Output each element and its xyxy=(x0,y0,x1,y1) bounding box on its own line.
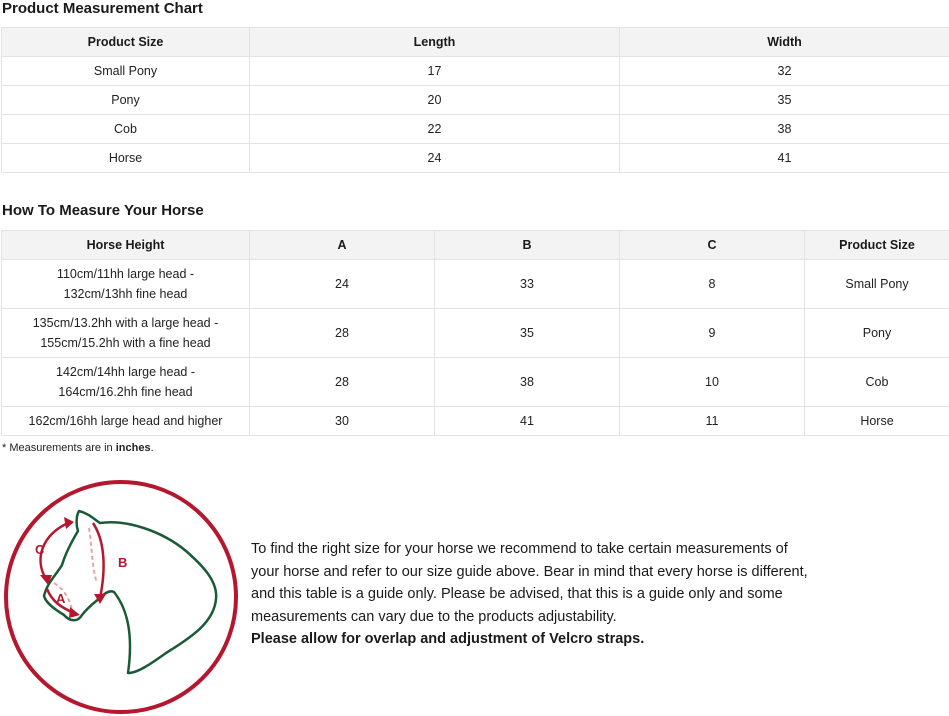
product-chart-title: Product Measurement Chart xyxy=(2,0,203,17)
cell-length: 24 xyxy=(250,144,620,173)
sizing-guide-text xyxy=(251,538,851,651)
table-row xyxy=(2,57,949,86)
measure-c-arrowhead-top-icon xyxy=(64,517,74,529)
cell-b: 41 xyxy=(435,407,620,436)
header-b: B xyxy=(435,231,620,260)
cell-c: 11 xyxy=(620,407,805,436)
cell-a: 30 xyxy=(250,407,435,436)
cell-product-size: Pony xyxy=(805,309,949,358)
cell-b: 35 xyxy=(435,309,620,358)
cell-product-size: Cob xyxy=(805,358,949,407)
measure-a-arrowhead-icon xyxy=(69,607,80,618)
cell-width: 32 xyxy=(620,57,949,86)
measurement-unit-note xyxy=(2,442,154,454)
measure-c-arrow xyxy=(41,523,68,579)
cell-horse-height xyxy=(2,309,250,358)
guide-line-3: and this table is a guide only. Please be advised, that this is a guide only and some xyxy=(251,586,783,603)
horse-head-diagram xyxy=(2,479,242,716)
cell-b: 33 xyxy=(435,260,620,309)
measure-chart-title: How To Measure Your Horse xyxy=(2,202,204,219)
guide-line-2: your horse and refer to our size guide above. Bear in mind that every horse is different, xyxy=(251,563,808,580)
note-prefix: * Measurements are in xyxy=(2,442,116,454)
table-row xyxy=(2,407,949,436)
cell-a: 28 xyxy=(250,358,435,407)
cell-a: 28 xyxy=(250,309,435,358)
height-line-2: 164cm/16.2hh fine head xyxy=(58,385,193,399)
cell-size: Cob xyxy=(2,115,250,144)
cell-b: 38 xyxy=(435,358,620,407)
guide-line-4: measurements can vary due to the products adjustability. xyxy=(251,608,617,625)
label-a: A xyxy=(56,591,66,606)
cell-product-size: Small Pony xyxy=(805,260,949,309)
velcro-warning: Please allow for overlap and adjustment of Velcro straps. xyxy=(251,631,645,648)
horse-head-outline xyxy=(44,511,216,673)
cell-c: 8 xyxy=(620,260,805,309)
guide-line-1: To find the right size for your horse we recommend to take certain measurements of xyxy=(251,541,788,557)
table-header-row xyxy=(2,231,949,260)
cell-size: Small Pony xyxy=(2,57,250,86)
height-line-1: 142cm/14hh large head - xyxy=(56,365,195,379)
product-measurement-table xyxy=(1,27,949,173)
label-c: C xyxy=(35,542,45,557)
table-row xyxy=(2,260,949,309)
measure-b-arrow xyxy=(93,523,104,598)
height-line-1: 110cm/11hh large head - xyxy=(56,267,195,281)
cell-horse-height xyxy=(2,260,250,309)
table-header-row xyxy=(2,28,949,57)
header-c: C xyxy=(620,231,805,260)
cell-c: 9 xyxy=(620,309,805,358)
cell-width: 35 xyxy=(620,86,949,115)
height-line-2: 155cm/15.2hh with a fine head xyxy=(40,336,211,350)
cell-length: 17 xyxy=(250,57,620,86)
cell-width: 38 xyxy=(620,115,949,144)
height-line-1: 135cm/13.2hh with a large head - xyxy=(32,316,219,330)
note-unit: inches xyxy=(115,442,151,454)
table-row xyxy=(2,115,949,144)
cell-length: 20 xyxy=(250,86,620,115)
cell-length: 22 xyxy=(250,115,620,144)
note-suffix: . xyxy=(150,442,154,454)
label-b: B xyxy=(118,555,128,570)
cell-product-size: Horse xyxy=(805,407,949,436)
horse-measure-table xyxy=(1,230,949,436)
header-a: A xyxy=(250,231,435,260)
cell-c: 10 xyxy=(620,358,805,407)
header-length: Length xyxy=(250,28,620,57)
diagram-ring xyxy=(6,482,236,712)
cell-size: Horse xyxy=(2,144,250,173)
cell-horse-height: 162cm/16hh large head and higher xyxy=(2,407,250,436)
cell-width: 41 xyxy=(620,144,949,173)
height-line-2: 132cm/13hh fine head xyxy=(63,287,188,301)
cell-horse-height xyxy=(2,358,250,407)
header-product-size: Product Size xyxy=(2,28,250,57)
measure-b-dashed-line xyxy=(89,528,97,583)
table-row xyxy=(2,309,949,358)
table-row xyxy=(2,144,949,173)
header-product-size: Product Size xyxy=(805,231,949,260)
cell-a: 24 xyxy=(250,260,435,309)
table-row xyxy=(2,86,949,115)
header-horse-height: Horse Height xyxy=(2,231,250,260)
cell-size: Pony xyxy=(2,86,250,115)
table-row xyxy=(2,358,949,407)
header-width: Width xyxy=(620,28,949,57)
